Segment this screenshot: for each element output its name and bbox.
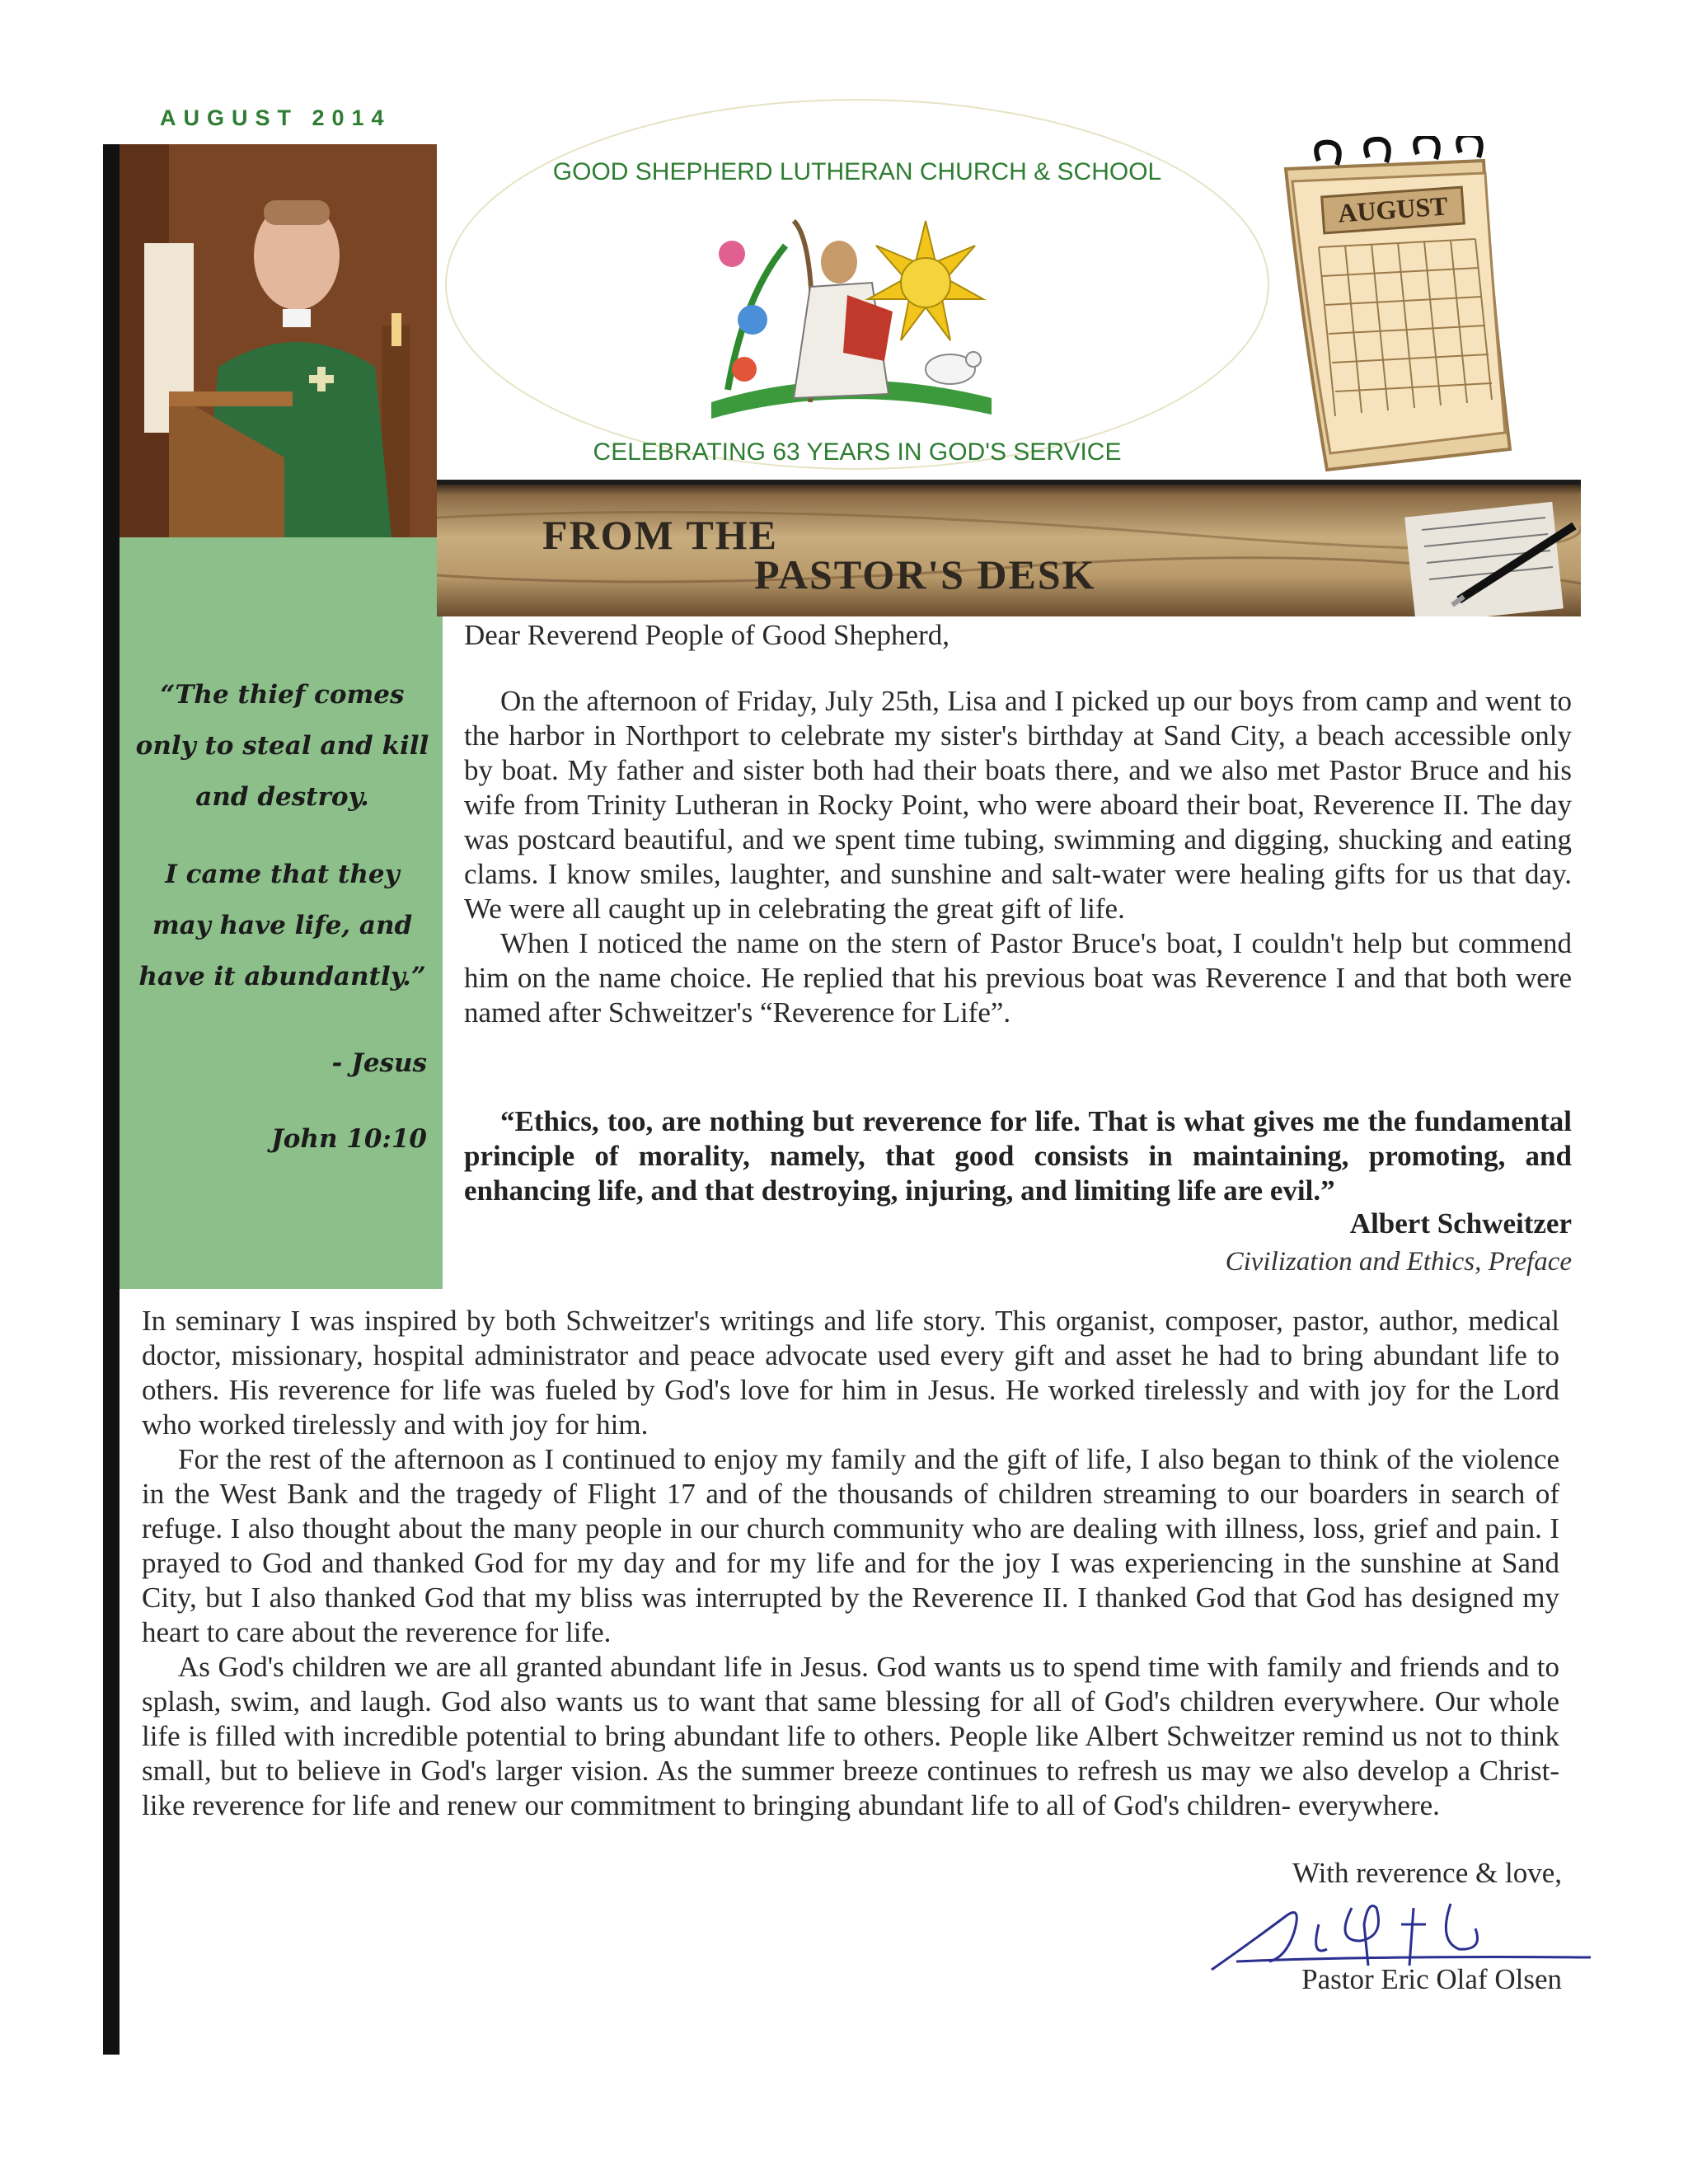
letter-paragraph-2: When I noticed the name on the stern of Pastor Bruce's boat, I couldn't help but commend him on the name choice. He replied that his previous boat was Reverence I and that both were named after Schweitzer's “Reverence for Life”. [464,927,1572,1029]
calendar-icon [1269,136,1517,482]
good-shepherd-logo [695,196,1004,429]
letter-paragraph-4: For the rest of the afternoon as I continued to enjoy my family and the gift of life, I also began to think of the violence in the West Bank and the tragedy of Flight 17 and of the thousands of children streaming to our boarders in search of refuge. I also thought about the many people in our church community who are dealing with illness, loss, grief and pain. I prayed to God and thanked God for my day and for my life and for the joy I was experiencing in the sunshine at Sand City, but I also thanked God that my bliss was interrupted by the Reverence II. I thanked God that God has designed my heart to care about the reverence for life. [142,1443,1559,1648]
verse-part-1: “The thief comes only to steal and kill and destroy. [135,680,429,812]
pastors-desk-banner [437,480,1581,616]
letter-column-body [464,684,1572,1030]
letter-salutation: Dear Reverend People of Good Shepherd, [464,619,950,651]
quote-author: Albert Schweitzer [1349,1207,1572,1240]
banner-line-2: PASTOR'S DESK [754,551,1096,598]
banner-line-1: FROM THE [542,512,778,558]
verse-reference: John 10:10 [271,1124,427,1154]
pastor-photo [120,144,437,537]
verse-attribution: - Jesus [331,1048,427,1078]
issue-month: AUGUST 2014 [160,105,392,130]
church-tagline: CELEBRATING 63 YEARS IN GOD'S SERVICE [593,438,1122,466]
left-rule [103,144,120,2055]
letter-paragraph-5: As God's children we are all granted abundant life in Jesus. God wants us to spend time with family and friends and to splash, swim, and laugh. God also wants us to want that same blessing for all of God's children everywhere. Our whole life is filled with incredible potential to bring abundant life to others. People like Albert Schweitzer remind us not to think small, but to believe in God's larger vision. As the summer breeze continues to refresh us may we also develop a Christ-like reverence for life and renew our commitment to bringing abundant life to all of God's children- everywhere. [142,1651,1559,1821]
calendar-month: AUGUST [1337,190,1449,228]
letter-paragraph-1: On the afternoon of Friday, July 25th, Lisa and I picked up our boys from camp and went to the harbor in Northport to celebrate my sister's birthday at Sand City, a beach accessible only by boat. My father and sister both had their boats there, and we also met Pastor Bruce and his wife from Trinity Lutheran in Rocky Point, who were aboard their boat, Reverence II. The day was postcard beautiful, and we spent time tubing, swimming and digging, shucking and eating clams. I know smiles, laughter, and sunshine and salt-water were healing gifts for us that day. We were all caught up in celebrating the great gift of life. [464,685,1572,925]
verse-part-2: I came that they may have life, and have it abundantly.” [138,860,426,991]
letter-closing: With reverence & love, [1292,1857,1562,1889]
church-name: GOOD SHEPHERD LUTHERAN CHURCH & SCHOOL [552,158,1162,185]
scripture-verse [132,669,433,1002]
schweitzer-quote: “Ethics, too, are nothing but reverence for life. That is what gives me the fundamental principle of morality, namely, that good consists in maintaining, promoting, and enhancing life, and that destroying, injuring, and limiting life are evil.” [464,1105,1572,1207]
quote-source: Civilization and Ethics, Preface [1225,1247,1572,1277]
signature-name: Pastor Eric Olaf Olsen [1301,1963,1562,1995]
letter-full-body [142,1304,1559,1823]
letter-paragraph-3: In seminary I was inspired by both Schweitzer's writings and life story. This organist, composer, pastor, author, medical doctor, missionary, hospital administrator and peace advocate used every gift and asset he had to bring abundant life to others. His reverence for life was fueled by God's love for him in Jesus. He worked tirelessly and with joy for the Lord who worked tirelessly and with joy for him. [142,1305,1559,1441]
